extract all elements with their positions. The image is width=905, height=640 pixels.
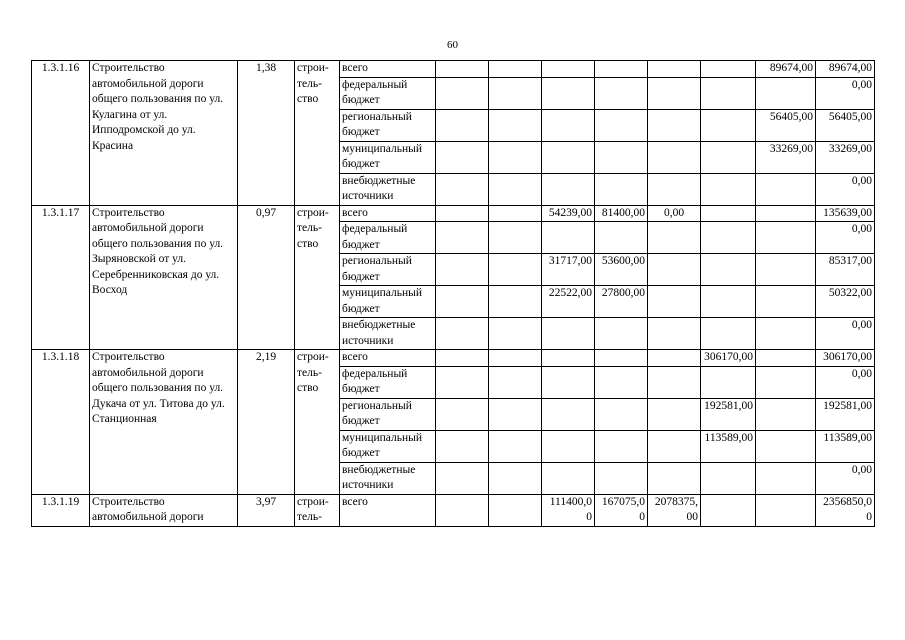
funding-value xyxy=(436,366,489,398)
funding-value xyxy=(756,494,816,526)
funding-value xyxy=(436,398,489,430)
funding-value xyxy=(701,109,756,141)
funding-value xyxy=(648,398,701,430)
funding-value: 2078375,00 xyxy=(648,494,701,526)
funding-value xyxy=(595,366,648,398)
funding-source: региональный бюджет xyxy=(340,398,436,430)
funding-value xyxy=(489,494,542,526)
funding-value xyxy=(489,205,542,222)
funding-value: 89674,00 xyxy=(756,61,816,78)
funding-value: 81400,00 xyxy=(595,205,648,222)
funding-value xyxy=(595,398,648,430)
table-row xyxy=(32,205,875,222)
funding-value xyxy=(489,366,542,398)
funding-value xyxy=(595,141,648,173)
funding-value xyxy=(436,222,489,254)
funding-value: 0,00 xyxy=(816,462,875,494)
funding-value: 56405,00 xyxy=(816,109,875,141)
funding-value xyxy=(489,350,542,367)
funding-source: внебюджетные источники xyxy=(340,462,436,494)
funding-value xyxy=(436,350,489,367)
funding-value: 192581,00 xyxy=(816,398,875,430)
funding-value xyxy=(595,77,648,109)
funding-value xyxy=(595,318,648,350)
funding-value xyxy=(542,109,595,141)
funding-value: 306170,00 xyxy=(701,350,756,367)
funding-value xyxy=(542,430,595,462)
funding-value xyxy=(436,109,489,141)
funding-value: 0,00 xyxy=(816,318,875,350)
funding-value xyxy=(756,366,816,398)
funding-value xyxy=(701,366,756,398)
funding-value: 113589,00 xyxy=(816,430,875,462)
measure-name: Строительство автомобильной дороги общего пользования по ул. Дукача от ул. Титова до ул. Станционная xyxy=(90,350,238,495)
funding-value xyxy=(701,494,756,526)
funding-source: региональный бюджет xyxy=(340,109,436,141)
funding-value xyxy=(542,222,595,254)
funding-value: 0,00 xyxy=(816,173,875,205)
funding-value xyxy=(756,77,816,109)
funding-value xyxy=(542,61,595,78)
funding-value xyxy=(701,205,756,222)
funding-value xyxy=(701,222,756,254)
funding-value xyxy=(648,366,701,398)
funding-value xyxy=(489,318,542,350)
funding-value: 0,00 xyxy=(816,77,875,109)
measure-number: 1.3.1.16 xyxy=(32,61,90,206)
funding-value xyxy=(436,77,489,109)
funding-value xyxy=(595,173,648,205)
work-type: строи-тель-ство xyxy=(295,350,340,495)
funding-value xyxy=(701,462,756,494)
funding-value: 50322,00 xyxy=(816,286,875,318)
funding-value xyxy=(489,173,542,205)
funding-value xyxy=(648,430,701,462)
table-row xyxy=(32,494,875,526)
funding-value: 111400,00 xyxy=(542,494,595,526)
funding-value xyxy=(648,318,701,350)
funding-value xyxy=(756,173,816,205)
funding-value xyxy=(489,462,542,494)
funding-value xyxy=(436,430,489,462)
funding-value xyxy=(436,462,489,494)
funding-value: 192581,00 xyxy=(701,398,756,430)
funding-value xyxy=(489,222,542,254)
funding-value: 306170,00 xyxy=(816,350,875,367)
funding-value xyxy=(542,141,595,173)
table-row xyxy=(32,350,875,367)
funding-value xyxy=(436,141,489,173)
funding-value xyxy=(489,109,542,141)
funding-value xyxy=(436,254,489,286)
funding-source: всего xyxy=(340,494,436,526)
funding-value: 89674,00 xyxy=(816,61,875,78)
funding-value xyxy=(756,462,816,494)
funding-source: федеральный бюджет xyxy=(340,77,436,109)
funding-value xyxy=(489,398,542,430)
funding-value: 0,00 xyxy=(816,366,875,398)
funding-value: 33269,00 xyxy=(756,141,816,173)
funding-value xyxy=(436,494,489,526)
funding-value xyxy=(436,205,489,222)
measure-name: Строительство автомобильной дороги общего пользования по ул. Зыряновской от ул. Серебренниковская до ул. Восход xyxy=(90,205,238,350)
funding-value xyxy=(648,77,701,109)
funding-source: всего xyxy=(340,61,436,78)
funding-value: 31717,00 xyxy=(542,254,595,286)
road-length: 3,97 xyxy=(238,494,295,526)
funding-value xyxy=(701,254,756,286)
funding-value xyxy=(436,173,489,205)
funding-value: 33269,00 xyxy=(816,141,875,173)
funding-value xyxy=(542,398,595,430)
funding-value xyxy=(756,254,816,286)
work-type: строи-тель- xyxy=(295,494,340,526)
funding-value: 0,00 xyxy=(648,205,701,222)
work-type: строи-тель-ство xyxy=(295,61,340,206)
funding-value xyxy=(648,286,701,318)
funding-value xyxy=(701,318,756,350)
funding-value: 22522,00 xyxy=(542,286,595,318)
road-length: 2,19 xyxy=(238,350,295,495)
funding-source: муниципальный бюджет xyxy=(340,141,436,173)
funding-value xyxy=(756,350,816,367)
funding-value: 0,00 xyxy=(816,222,875,254)
funding-value xyxy=(595,350,648,367)
funding-value: 167075,00 xyxy=(595,494,648,526)
funding-value xyxy=(489,61,542,78)
funding-value xyxy=(436,61,489,78)
funding-value xyxy=(648,61,701,78)
funding-value xyxy=(595,430,648,462)
funding-value xyxy=(489,286,542,318)
page-number: 60 xyxy=(447,39,458,51)
funding-value xyxy=(542,173,595,205)
funding-value xyxy=(542,77,595,109)
funding-value xyxy=(648,350,701,367)
funding-value: 113589,00 xyxy=(701,430,756,462)
funding-source: всего xyxy=(340,350,436,367)
funding-value xyxy=(542,366,595,398)
funding-value xyxy=(595,109,648,141)
funding-value xyxy=(542,462,595,494)
funding-value: 85317,00 xyxy=(816,254,875,286)
funding-value xyxy=(701,286,756,318)
measure-number: 1.3.1.19 xyxy=(32,494,90,526)
funding-value: 135639,00 xyxy=(816,205,875,222)
funding-value xyxy=(436,286,489,318)
funding-source: региональный бюджет xyxy=(340,254,436,286)
funding-value xyxy=(701,173,756,205)
funding-value xyxy=(701,141,756,173)
funding-value: 54239,00 xyxy=(542,205,595,222)
funding-value xyxy=(756,222,816,254)
funding-value xyxy=(595,222,648,254)
funding-value xyxy=(595,462,648,494)
funding-source: внебюджетные источники xyxy=(340,173,436,205)
funding-value xyxy=(489,430,542,462)
funding-value xyxy=(648,173,701,205)
budget-table xyxy=(31,60,875,527)
funding-source: внебюджетные источники xyxy=(340,318,436,350)
funding-value xyxy=(595,61,648,78)
funding-value xyxy=(489,254,542,286)
funding-source: муниципальный бюджет xyxy=(340,430,436,462)
funding-source: муниципальный бюджет xyxy=(340,286,436,318)
road-length: 1,38 xyxy=(238,61,295,206)
measure-name: Строительство автомобильной дороги xyxy=(90,494,238,526)
funding-value xyxy=(489,141,542,173)
funding-value xyxy=(756,318,816,350)
funding-value xyxy=(756,398,816,430)
funding-value xyxy=(701,61,756,78)
funding-value xyxy=(756,286,816,318)
funding-source: всего xyxy=(340,205,436,222)
table-row xyxy=(32,61,875,78)
funding-value: 27800,00 xyxy=(595,286,648,318)
funding-value: 53600,00 xyxy=(595,254,648,286)
funding-value xyxy=(648,462,701,494)
funding-value: 2356850,00 xyxy=(816,494,875,526)
funding-value xyxy=(648,222,701,254)
funding-value xyxy=(489,77,542,109)
funding-value xyxy=(648,141,701,173)
funding-value: 56405,00 xyxy=(756,109,816,141)
measure-name: Строительство автомобильной дороги общего пользования по ул. Кулагина от ул. Ипподромской до ул. Красина xyxy=(90,61,238,206)
funding-value xyxy=(756,430,816,462)
funding-source: федеральный бюджет xyxy=(340,222,436,254)
road-length: 0,97 xyxy=(238,205,295,350)
work-type: строи-тель-ство xyxy=(295,205,340,350)
funding-value xyxy=(542,350,595,367)
funding-value xyxy=(701,77,756,109)
funding-value xyxy=(648,254,701,286)
measure-number: 1.3.1.17 xyxy=(32,205,90,350)
funding-value xyxy=(648,109,701,141)
funding-value xyxy=(542,318,595,350)
funding-value xyxy=(756,205,816,222)
measure-number: 1.3.1.18 xyxy=(32,350,90,495)
funding-value xyxy=(436,318,489,350)
funding-source: федеральный бюджет xyxy=(340,366,436,398)
